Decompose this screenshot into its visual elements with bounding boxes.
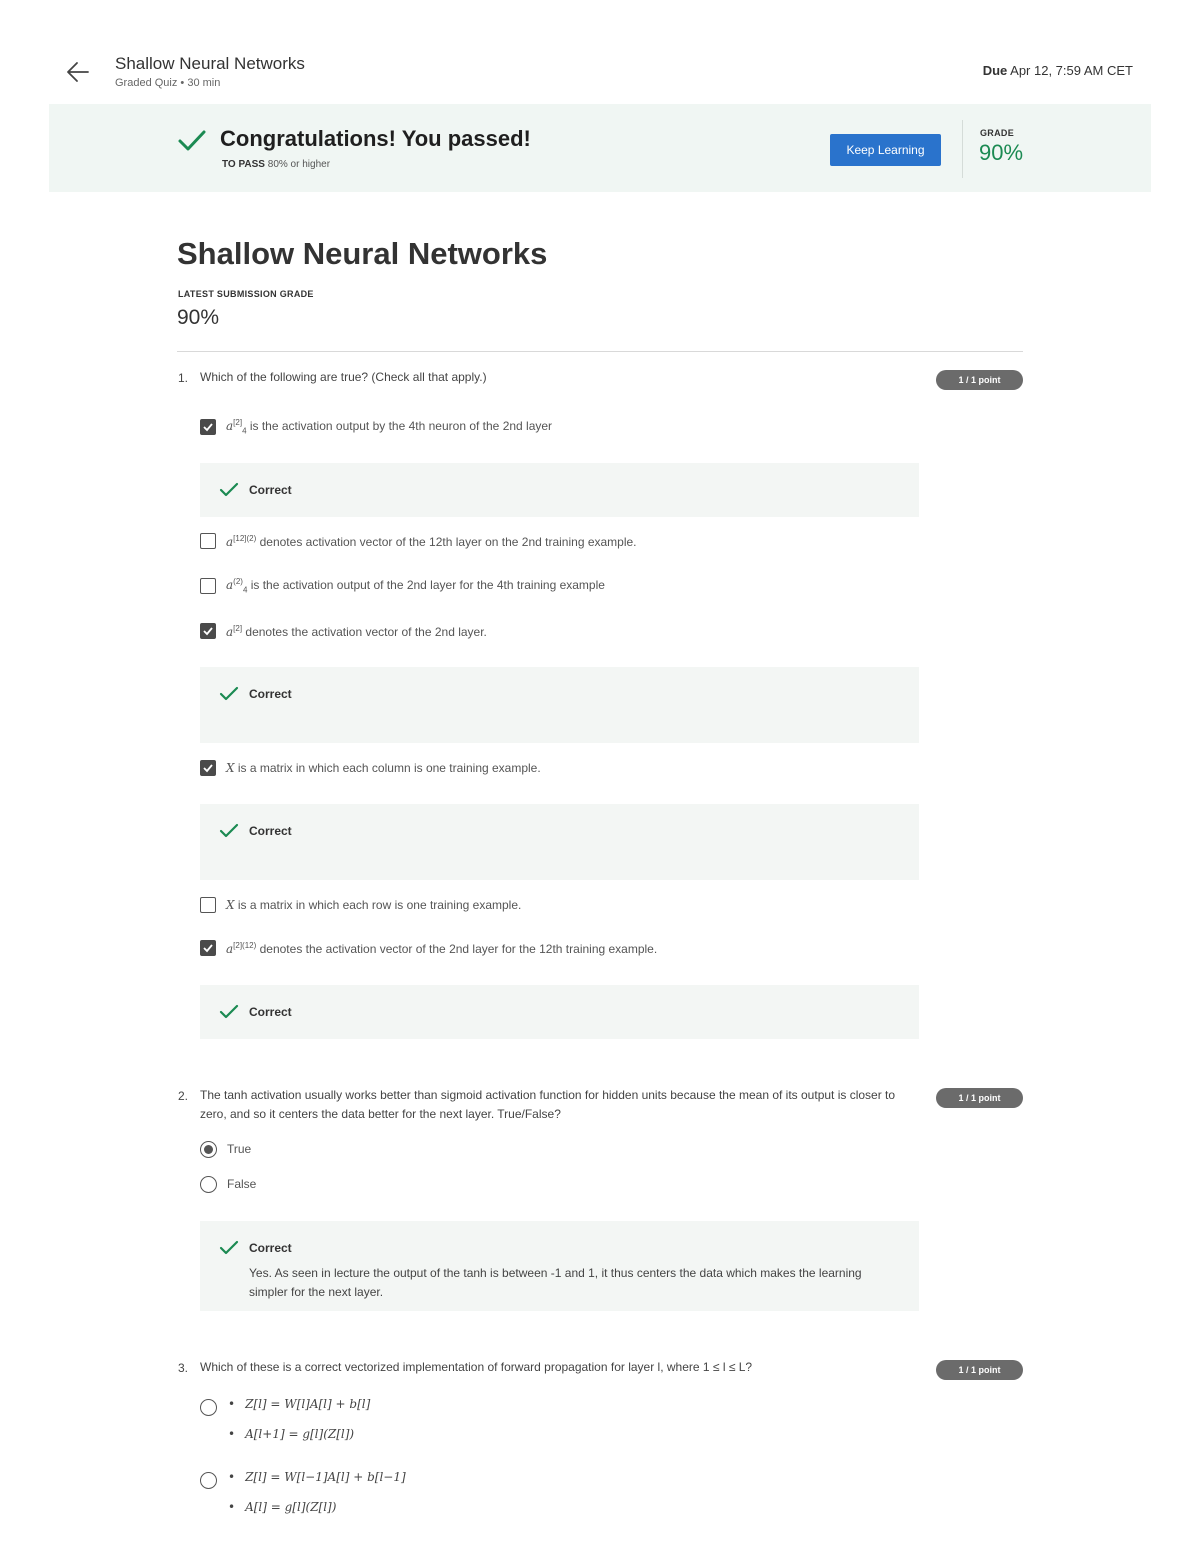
checkbox-checked[interactable] [200,419,216,435]
option-sub: 4 [242,426,247,436]
checkbox-checked[interactable] [200,623,216,639]
option-var: a [226,578,234,593]
due-label: Due [982,63,1008,78]
option-var: a [226,624,234,639]
option-text [226,941,657,956]
bullet-icon: • [228,1500,236,1514]
grade-label: GRADE [980,128,1015,138]
passed-banner [49,104,1151,192]
checkbox-unchecked[interactable] [200,578,216,594]
check-icon [219,1004,239,1020]
points-badge: 1 / 1 point [936,1088,1023,1108]
due-date [983,63,1133,78]
page-title: Shallow Neural Networks [177,236,548,271]
feedback-label: Correct [249,687,292,701]
option-row [200,622,487,640]
option-text [226,761,541,775]
option-label: False [227,1177,257,1191]
check-icon [219,823,239,839]
check-icon [219,686,239,702]
checkbox-checked[interactable] [200,760,216,776]
option-row [200,759,541,777]
top-bar [0,0,1200,104]
latest-grade-value: 90% [177,306,220,329]
question-text: The tanh activation usually works better than sigmoid activation function for hidden units because the mean of its output is closer to zero, and so it centers the data better for the next layer. True/False? [200,1088,896,1121]
option-row [200,532,637,550]
math-text: A[l] = g[l](Z[l]) [245,1500,337,1514]
option-row [200,896,521,914]
option-label: is the activation output of the 2nd layer for the 4th training example [247,578,605,593]
feedback-box [200,1221,919,1311]
feedback-label: Correct [249,824,292,838]
check-icon [219,1240,239,1256]
option-text [226,534,637,549]
option-label: True [227,1142,252,1156]
checkbox-unchecked[interactable] [200,897,216,913]
option-row [200,939,657,957]
banner-divider [962,120,963,178]
checkbox-unchecked[interactable] [200,533,216,549]
feedback-box [200,463,919,517]
question-text: Which of the following are true? (Check all that apply.) [200,370,487,384]
math-line [228,1397,370,1411]
question-number: 2. [178,1089,189,1103]
back-arrow-icon[interactable] [64,58,92,86]
option-label: denotes activation vector of the 12th layer on the 2nd training example. [256,534,637,549]
option-text [226,418,552,435]
option-sup: (2) [233,577,243,587]
keep-learning-button[interactable]: Keep Learning [830,134,941,166]
to-pass-value: 80% or higher [267,159,331,170]
question-number: 1. [178,371,189,385]
question-number: 3. [178,1361,189,1375]
option-sub: 4 [242,585,248,595]
due-value: Apr 12, 7:59 AM CET [1010,63,1133,78]
radio-unselected[interactable] [200,1176,217,1193]
divider [177,351,1023,352]
option-sup: [2] [233,623,243,633]
radio-unselected[interactable] [200,1399,217,1416]
check-icon [219,482,239,498]
radio-unselected[interactable] [200,1472,217,1489]
option-var: a [226,941,234,956]
math-line [228,1500,336,1514]
feedback-label: Correct [249,483,292,497]
radio-option [200,1471,217,1489]
feedback-explanation: Yes. As seen in lecture the output of the tanh is between -1 and 1, it thus centers the data which makes the learning simpler for the next layer. [249,1266,862,1299]
radio-option-true [200,1140,251,1158]
option-text [226,577,605,594]
question-text: Which of these is a correct vectorized implementation of forward propagation for layer l, where 1 ≤ l ≤ L? [200,1360,753,1374]
option-sup: [12](2) [233,533,257,543]
quiz-title: Shallow Neural Networks [115,54,305,73]
bullet-icon: • [228,1427,236,1441]
to-pass-label: TO PASS [222,159,265,170]
option-row [200,418,552,436]
check-icon [202,762,214,774]
option-row [200,577,605,595]
math-line [228,1427,354,1441]
points-badge: 1 / 1 point [936,370,1023,390]
latest-grade-label: LATEST SUBMISSION GRADE [178,289,314,299]
radio-option-false [200,1175,256,1193]
checkbox-checked[interactable] [200,940,216,956]
option-sup: [2](12) [233,940,257,950]
option-var: X [226,898,235,912]
option-label: is a matrix in which each row is one training example. [234,898,522,912]
option-var: X [226,761,235,775]
option-sup: [2] [233,418,243,428]
feedback-label: Correct [249,1241,292,1255]
option-var: a [226,419,234,434]
feedback-box [200,667,919,743]
math-text: Z[l] = W[l]A[l] + b[l] [245,1397,371,1411]
feedback-box [200,804,919,880]
points-badge: 1 / 1 point [936,1360,1023,1380]
check-icon [177,128,207,154]
to-pass [222,159,330,170]
check-icon [202,942,214,954]
option-label: denotes the activation vector of the 2nd layer for the 12th training example. [256,941,658,956]
option-label: is a matrix in which each column is one training example. [234,761,541,775]
feedback-label: Correct [249,1005,292,1019]
feedback-box [200,985,919,1039]
check-icon [202,625,214,637]
radio-option [200,1398,217,1416]
option-var: a [226,534,234,549]
grade-value: 90% [979,140,1024,165]
bullet-icon: • [228,1470,236,1484]
option-label: is the activation output by the 4th neuron of the 2nd layer [246,419,553,434]
check-icon [202,421,214,433]
math-text: Z[l] = W[l−1]A[l] + b[l−1] [245,1470,406,1484]
bullet-icon: • [228,1397,236,1411]
option-label: denotes the activation vector of the 2nd layer. [242,624,487,639]
math-line [228,1470,406,1484]
option-text [226,624,487,639]
radio-selected[interactable] [200,1141,217,1158]
passed-title: Congratulations! You passed! [220,126,531,151]
math-text: A[l+1] = g[l](Z[l]) [245,1427,355,1441]
quiz-subtitle: Graded Quiz • 30 min [115,77,221,89]
option-text [226,898,521,912]
